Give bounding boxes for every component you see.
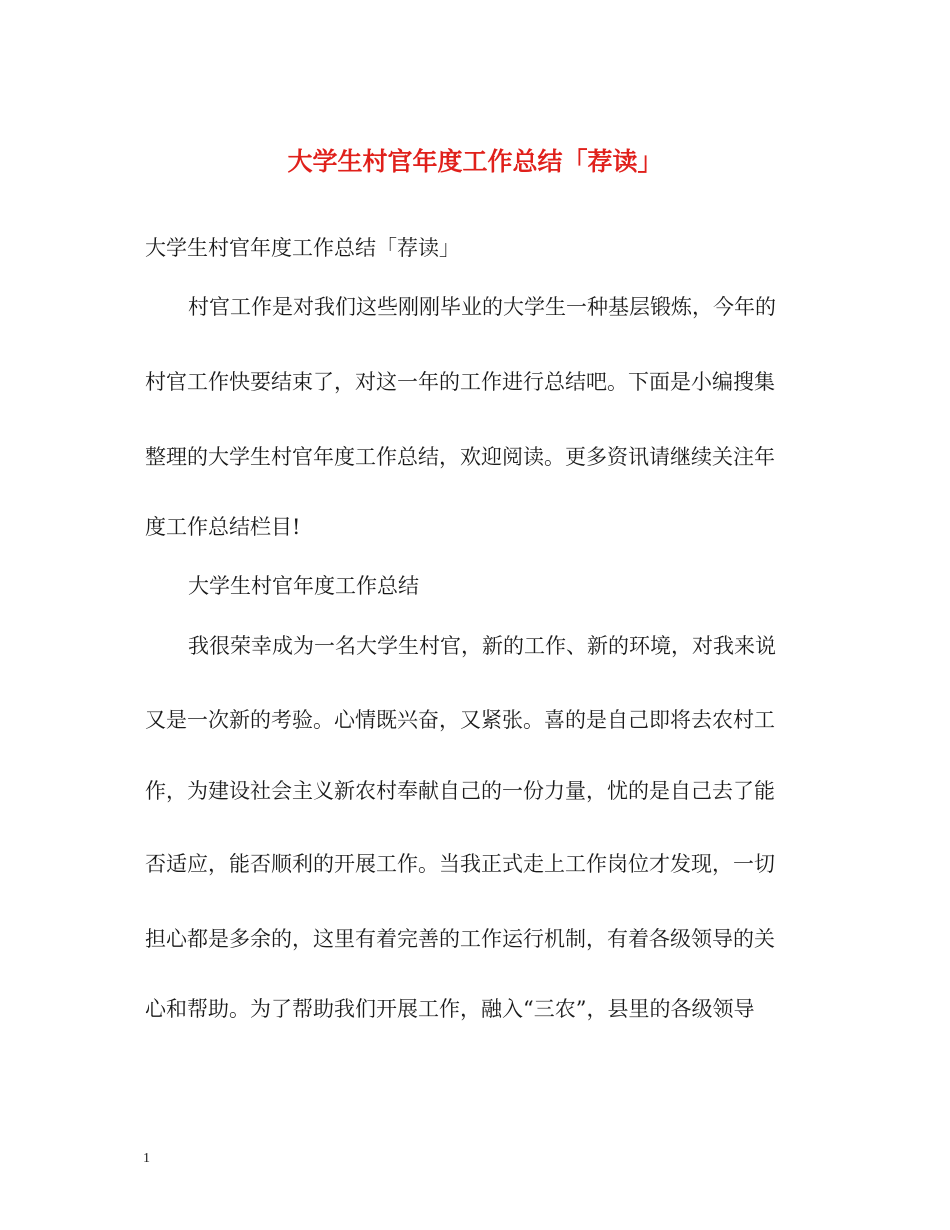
paragraph-line: 村官工作快要结束了，对这一年的工作进行总结吧。下面是小编搜集 — [145, 370, 775, 394]
paragraph-line: 我很荣幸成为一名大学生村官，新的工作、新的环境，对我来说 — [188, 634, 776, 658]
paragraph-line: 又是一次新的考验。心情既兴奋，又紧张。喜的是自己即将去农村工 — [145, 708, 775, 732]
page-number: 1 — [143, 1151, 150, 1166]
paragraph-line: 整理的大学生村官年度工作总结，欢迎阅读。更多资讯请继续关注年 — [145, 445, 775, 469]
paragraph-line: 度工作总结栏目! — [145, 515, 301, 539]
subtitle-line: 大学生村官年度工作总结「荐读」 — [145, 236, 460, 260]
paragraph-line: 否适应，能否顺利的开展工作。当我正式走上工作岗位才发现，一切 — [145, 852, 775, 876]
paragraph-line: 心和帮助。为了帮助我们开展工作，融入“三农”，县里的各级领导 — [145, 997, 755, 1021]
paragraph-line: 村官工作是对我们这些刚刚毕业的大学生一种基层锻炼，今年的 — [188, 295, 776, 319]
section-heading: 大学生村官年度工作总结 — [188, 574, 419, 598]
document-title: 大学生村官年度工作总结「荐读」 — [287, 147, 663, 176]
paragraph-line: 担心都是多余的，这里有着完善的工作运行机制，有着各级领导的关 — [145, 927, 775, 951]
paragraph-line: 作，为建设社会主义新农村奉献自己的一份力量，忧的是自己去了能 — [145, 779, 775, 803]
